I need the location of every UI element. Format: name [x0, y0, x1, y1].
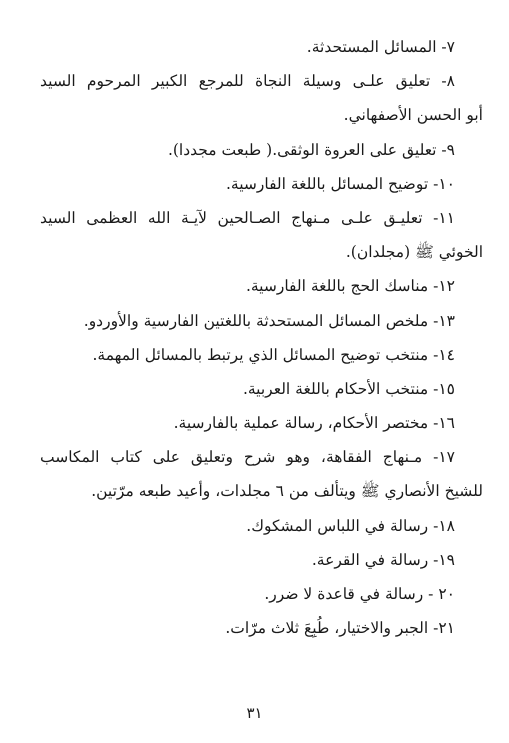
- list-item-continuation: الخوئي ﷺ (مجلدان).: [345, 243, 483, 262]
- list-item: ١٤- منتخب توضيح المسائل الذي يرتبط بالمسائل المهمة.: [92, 345, 455, 364]
- list-item: ١٦- مختصر الأحكام، رسالة عملية بالفارسية.: [173, 414, 455, 433]
- list-item: ١٠- توضيح المسائل باللغة الفارسية.: [225, 174, 455, 193]
- list-item-continuation: للشيخ الأنصاري ﷺ ويتألف من ٦ مجلدات، وأعيد طبعه مرّتين.: [91, 482, 483, 501]
- list-item: ١٩- رسالة في القرعة.: [311, 550, 455, 569]
- list-item: ١٧- مـنهاج الفقاهة، وهو شرح وتعليق على كتاب المكاسب: [40, 448, 455, 467]
- list-item: ١٢- مناسك الحج باللغة الفارسية.: [245, 277, 455, 296]
- page-number: ٣١: [246, 704, 263, 722]
- list-item: ٩- تعليق على العروة الوثقى.( طبعت مجددا).: [167, 140, 455, 159]
- list-item: ٢٠ - رسالة في قاعدة لا ضرر.: [264, 585, 455, 603]
- list-item: ٧- المسائل المستحدثة.: [306, 38, 455, 56]
- list-item-continuation: أبو الحسن الأصفهاني.: [343, 106, 483, 125]
- list-item: ٢١- الجبر والاختيار، طُبِعَ ثلاث مرّات.: [225, 619, 455, 638]
- bibliography-list: [0, 30, 509, 645]
- list-item: ٨- تعليق علـى وسيلة النجاة للمرجع الكبير المرحوم السيد: [40, 72, 455, 91]
- list-item: ١٥- منتخب الأحكام باللغة العربية.: [242, 379, 455, 398]
- list-item: ١١- تعليـق علـى مـنهاج الصـالحين لآيـة الله العظمى السيد: [40, 208, 455, 227]
- list-item: ١٣- ملخص المسائل المستحدثة باللغتين الفارسية والأوردو.: [83, 311, 455, 330]
- list-item: ١٨- رسالة في اللباس المشكوك.: [246, 516, 455, 535]
